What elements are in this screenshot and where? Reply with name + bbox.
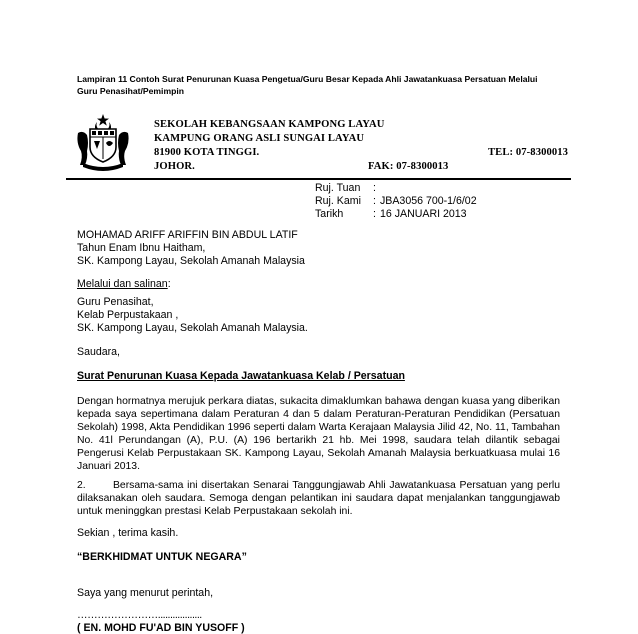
reference-label: Ruj. Tuan [315, 182, 361, 194]
copy-block [77, 296, 308, 335]
telephone: TEL: 07-8300013 [488, 147, 569, 158]
reference-value: JBA3056 700-1/6/02 [380, 195, 477, 207]
fax: FAK: 07-8300013 [368, 161, 449, 172]
school-address-line-2: 81900 KOTA TINGGI. [154, 147, 260, 158]
school-address-line-3: JOHOR. [154, 161, 195, 172]
appendix-line-2: Guru Penasihat/Pemimpin [77, 86, 184, 96]
appendix-caption [77, 73, 538, 97]
reference-row [315, 195, 477, 208]
school-name: SEKOLAH KEBANGSAAN KAMPONG LAYAU [154, 119, 385, 130]
letterhead-divider [66, 178, 571, 180]
reference-separator: : [373, 182, 376, 194]
closing: Saya yang menurut perintah, [77, 587, 214, 599]
recipient-line-1: Tahun Enam Ibnu Haitham, [77, 242, 206, 254]
reference-row [315, 182, 477, 195]
reference-value: 16 JANUARI 2013 [380, 208, 467, 220]
reference-label: Ruj. Kami [315, 195, 361, 207]
copy-line-2: Kelab Perpustakaan , [77, 309, 179, 321]
paragraph-2-number: 2. [77, 480, 86, 491]
reference-separator: : [373, 208, 376, 220]
paragraph-1: Dengan hormatnya merujuk perkara diatas, sukacita dimaklumkan bahawa dengan kuasa yang diberikan kepada saya sepertimana dalam Peraturan 4 dan 5 dalam Peraturan-Peraturan Pendidikan (Persatuan Sekolah) 1998, Akta Pendidikan 1996 seperti dalam Warta Kerajaan Malaysia Jilid 42, No. 11, Tambahan No. 41l Perundangan (A), P.U. (A) 196 bertarikh 21 hb. Mei 1998, saudara telah dilantik sebagai Pengerusi Kelab Perpustakaan SK. Kampong Layau, Sekolah Amanah Malaysia berkuatkuasa mulai 16 Januari 2013. [77, 396, 560, 472]
recipient-block [77, 229, 305, 268]
copy-heading-text: Melalui dan salinan [77, 278, 168, 290]
copy-heading [77, 278, 171, 290]
copy-line-3: SK. Kampong Layau, Sekolah Amanah Malaysia. [77, 322, 308, 334]
coat-of-arms-icon [73, 113, 133, 171]
copy-heading-colon: : [167, 278, 171, 290]
thanks: Sekian , terima kasih. [77, 527, 179, 539]
salutation: Saudara, [77, 346, 120, 358]
signature-line: …………………….................. [77, 609, 202, 621]
subject-line: Surat Penurunan Kuasa Kepada Jawatankuasa Kelab / Persatuan [77, 370, 405, 382]
motto: “BERKHIDMAT UNTUK NEGARA” [77, 551, 247, 563]
appendix-line-1: Lampiran 11 Contoh Surat Penurunan Kuasa Pengetua/Guru Besar Kepada Ahli Jawatankuasa Persatuan Melalui [77, 74, 538, 84]
signatory-name: ( EN. MOHD FU'AD BIN YUSOFF ) [77, 622, 245, 634]
school-address-line-1: KAMPUNG ORANG ASLI SUNGAI LAYAU [154, 133, 365, 144]
copy-line-1: Guru Penasihat, [77, 296, 154, 308]
recipient-line-2: SK. Kampong Layau, Sekolah Amanah Malaysia [77, 255, 305, 267]
reference-separator: : [373, 195, 376, 207]
paragraph-2-text: Bersama-sama ini disertakan Senarai Tanggungjawab Ahli Jawatankuasa Persatuan yang perlu dilaksanakan oleh saudara. Semoga dengan pelantikan ini saudara dapat menjalankan tanggungjawab untuk meninggkan prestasi Kelab Perpustakaan sekolah ini. [77, 480, 560, 517]
reference-label: Tarikh [315, 208, 344, 220]
paragraph-2 [77, 479, 560, 518]
recipient-name: MOHAMAD ARIFF ARIFFIN BIN ABDUL LATIF [77, 229, 298, 241]
reference-row [315, 208, 477, 221]
reference-block [315, 182, 477, 221]
